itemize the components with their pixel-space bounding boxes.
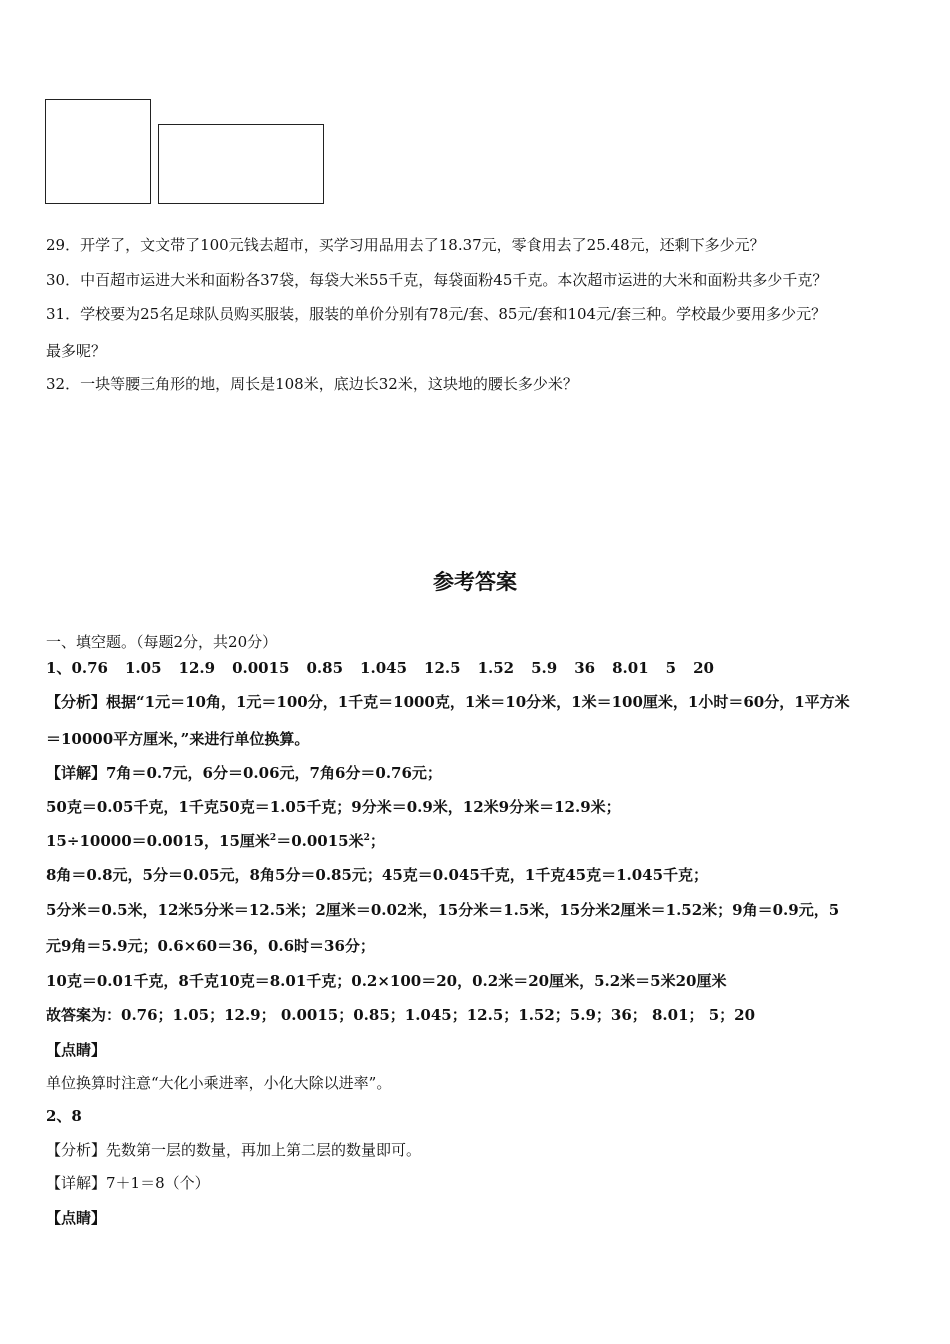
question-32 — [46, 374, 578, 394]
answer-1-detail-line-1: 【详解】7角＝0.7元，6分＝0.06元，7角6分＝0.76元； — [46, 764, 442, 782]
answer-value: 0.85 — [306, 659, 344, 677]
answer-value: 12.5 — [424, 659, 461, 677]
answer-value: 5.9 — [531, 659, 558, 677]
rectangle-figure — [158, 124, 324, 204]
question-number: 32． — [46, 375, 81, 393]
answer-value: 0.76 — [71, 659, 108, 677]
answer-value: 1.05 — [124, 659, 162, 677]
answer-1-detail-line-5: 5分米＝0.5米，12米5分米＝12.5米；2厘米＝0.02米，15分米＝1.5米，15分米2厘米＝1.52米；9角＝0.9元，5 — [46, 901, 840, 919]
question-number: 30． — [46, 271, 81, 289]
answer-1-tip-label: 【点睛】 — [46, 1041, 107, 1059]
answer-1-detail-line-4: 8角＝0.8元，5分＝0.05元，8角5分＝0.85元；45克＝0.045千克，1千克45克＝1.045千克； — [46, 866, 709, 884]
answer-value: 0.0015 — [232, 659, 290, 677]
detail-text: ； — [369, 832, 385, 850]
answer-value: 5 — [665, 659, 677, 677]
answer-value: 8.01 — [612, 659, 649, 677]
answer-1-detail-line-3 — [46, 831, 385, 851]
answer-value: 36 — [574, 659, 596, 677]
question-30 — [46, 270, 827, 290]
section-1-title: 一、填空题。（每题2分，共20分） — [46, 633, 278, 651]
question-text: 中百超市运进大米和面粉各37袋，每袋大米55千克，每袋面粉45千克。本次超市运进的大米和面粉共多少千克？ — [80, 271, 828, 289]
superscript: 2 — [269, 833, 277, 843]
answer-2-tip-label: 【点睛】 — [46, 1209, 107, 1227]
question-number: 29． — [46, 236, 81, 254]
answer-value: 1.52 — [477, 659, 515, 677]
answer-1-analysis-line-2: ＝10000平方厘米，”来进行单位换算。 — [46, 730, 310, 748]
answer-1-analysis-line-1: 【分析】根据“1元＝10角，1元＝100分，1千克＝1000克，1米＝10分米，1米＝100厘米，1小时＝60分，1平方米 — [46, 693, 850, 711]
question-text: 一块等腰三角形的地，周长是108米，底边长32米，这块地的腰长多少米？ — [80, 375, 578, 393]
answer-value: 1.045 — [360, 659, 408, 677]
answer-1-values — [46, 658, 731, 678]
answer-1-tip-text: 单位换算时注意“大化小乘进率，小化大除以进率”。 — [46, 1074, 392, 1092]
square-figure — [45, 99, 151, 204]
question-number: 31． — [46, 305, 81, 323]
question-31 — [46, 304, 826, 324]
question-31-continuation: 最多呢？ — [46, 342, 107, 360]
question-text: 开学了，文文带了100元钱去超市，买学习用品用去了18.37元，零食用去了25.48元，还剩下多少元？ — [80, 236, 765, 254]
answer-value: 20 — [693, 659, 714, 677]
detail-text: ＝0.0015米 — [276, 832, 364, 850]
answer-2-analysis: 【分析】先数第一层的数量，再加上第二层的数量即可。 — [46, 1141, 422, 1159]
answer-2-detail: 【详解】7＋1＝8（个） — [46, 1174, 210, 1192]
superscript: 2 — [363, 833, 370, 843]
answer-1-detail-line-7: 10克＝0.01千克，8千克10克＝8.01千克；0.2×100＝20，0.2米＝20厘米，5.2米＝5米20厘米 — [46, 972, 727, 990]
answer-value: 12.9 — [178, 659, 216, 677]
answer-1-detail-line-6: 元9角＝5.9元；0.6×60＝36，0.6时＝36分； — [46, 937, 375, 955]
answers-title: 参考答案 — [433, 570, 517, 594]
answer-1-conclusion: 故答案为：0.76；1.05；12.9； 0.0015；0.85；1.045；12.5；1.52；5.9；36； 8.01； 5；20 — [46, 1006, 756, 1024]
detail-text: 15÷10000＝0.0015，15厘米 — [46, 832, 270, 850]
answer-2-label: 2、8 — [46, 1107, 82, 1125]
answer-1-detail-line-2: 50克＝0.05千克，1千克50克＝1.05千克；9分米＝0.9米，12米9分米＝12.9米； — [46, 798, 621, 816]
answer-label: 1、 — [46, 659, 72, 677]
question-text: 学校要为25名足球队员购买服装，服装的单价分别有78元/套、85元/套和104元/套三种。学校最少要用多少元？ — [80, 305, 827, 323]
question-29 — [46, 235, 765, 255]
